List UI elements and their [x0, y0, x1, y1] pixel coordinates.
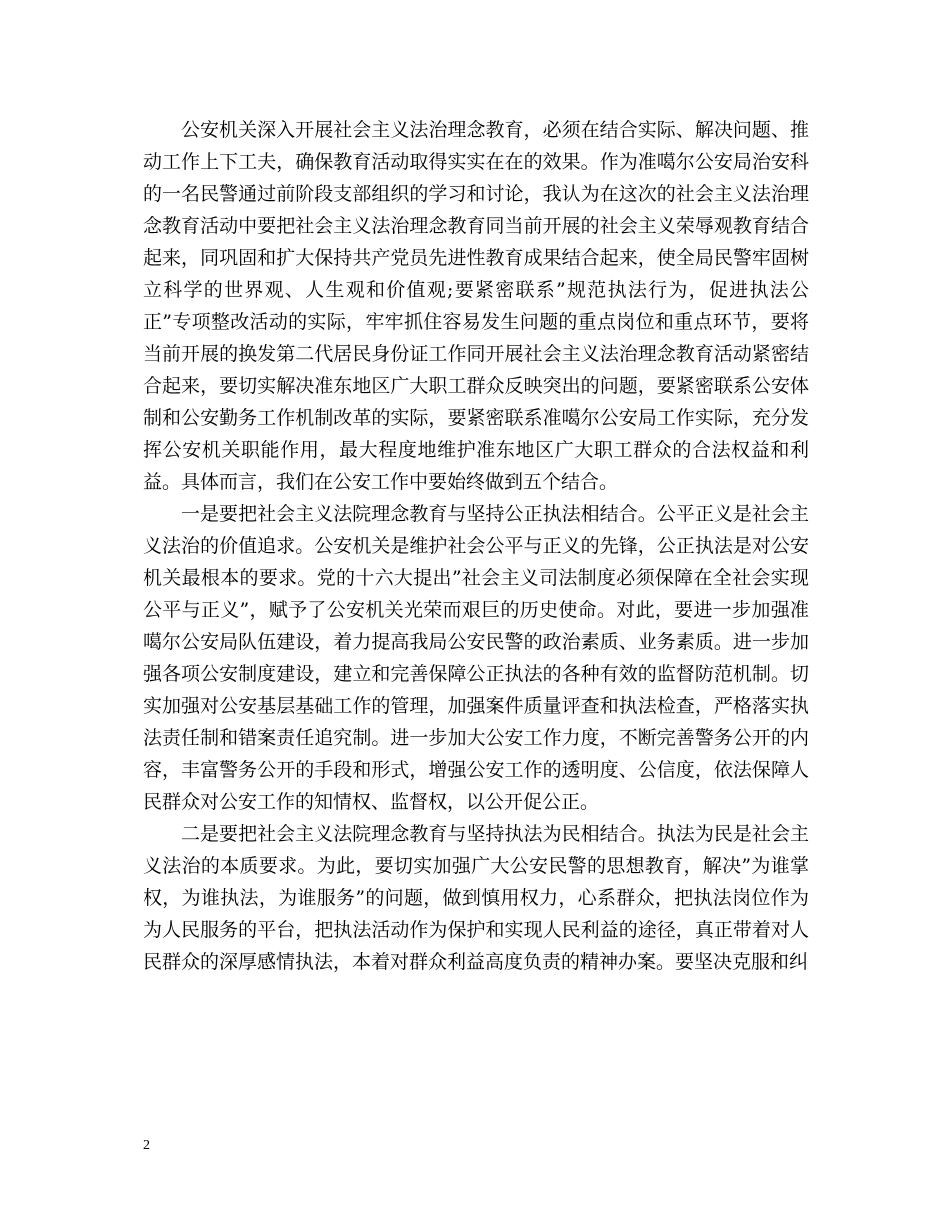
page-number: 2: [143, 1138, 150, 1153]
body-text: [143, 114, 809, 978]
paragraph-first-combination: 一是要把社会主义法院理念教育与坚持公正执法相结合。公平正义是社会主义法治的价值追求。公安机关是维护社会公平与正义的先锋，公正执法是对公安机关最根本的要求。党的十六大提出”社会主义司法制度必须保障在全社会实现公平与正义”，赋予了公安机关光荣而艰巨的历史使命。对此，要进一步加强准噶尔公安局队伍建设，着力提高我局公安民警的政治素质、业务素质。进一步加强各项公安制度建设，建立和完善保障公正执法的各种有效的监督防范机制。切实加强对公安基层基础工作的管理，加强案件质量评查和执法检查，严格落实执法责任制和错案责任追究制。进一步加大公安工作力度，不断完善警务公开的内容，丰富警务公开的手段和形式，增强公安工作的透明度、公信度，依法保障人民群众对公安工作的知情权、监督权，以公开促公正。: [143, 503, 809, 813]
paragraph-intro: 公安机关深入开展社会主义法治理念教育，必须在结合实际、解决问题、推动工作上下工夫，确保教育活动取得实实在在的效果。作为准噶尔公安局治安科的一名民警通过前阶段支部组织的学习和讨论，我认为在这次的社会主义法治理念教育活动中要把社会主义法治理念教育同当前开展的社会主义荣辱观教育结合起来，同巩固和扩大保持共产党员先进性教育成果结合起来，使全局民警牢固树立科学的世界观、人生观和价值观;要紧密联系”规范执法行为，促进执法公正”专项整改活动的实际，牢牢抓住容易发生问题的重点岗位和重点环节，要将当前开展的换发第二代居民身份证工作同开展社会主义法治理念教育活动紧密结合起来，要切实解决准东地区广大职工群众反映突出的问题，要紧密联系公安体制和公安勤务工作机制改革的实际，要紧密联系准噶尔公安局工作实际，充分发挥公安机关职能作用，最大程度地维护准东地区广大职工群众的合法权益和利益。具体而言，我们在公安工作中要始终做到五个结合。: [143, 119, 809, 493]
paragraph-second-combination: 二是要把社会主义法院理念教育与坚持执法为民相结合。执法为民是社会主义法治的本质要求。为此，要切实加强广大公安民警的思想教育，解决”为谁掌权，为谁执法，为谁服务”的问题，做到慎用权力，心系群众，把执法岗位作为为人民服务的平台，把执法活动作为保护和实现人民利益的途径，真正带着对人民群众的深厚感情执法，本着对群众利益高度负责的精神办案。要坚决克服和纠: [143, 823, 809, 973]
